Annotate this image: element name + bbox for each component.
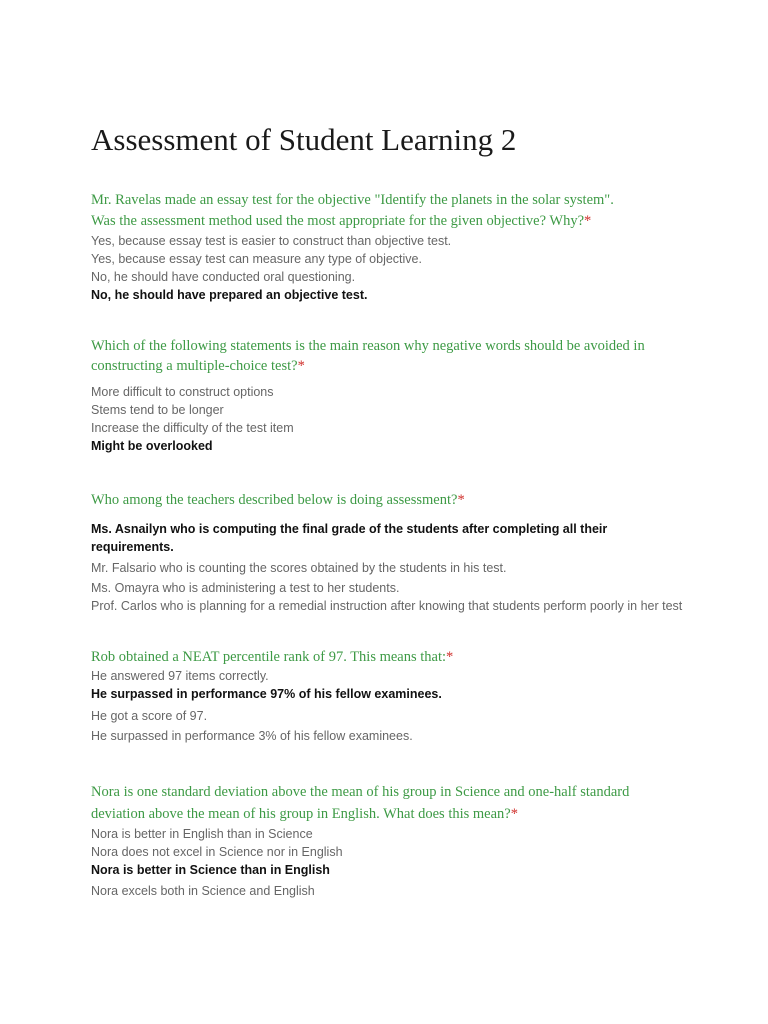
question-3 [91, 490, 691, 615]
question-line: Nora is one standard deviation above the mean of his group in Science and one-half standard [91, 784, 630, 800]
question-text [91, 190, 691, 232]
question-line: Who among the teachers described below is doing assessment? [91, 492, 458, 508]
question-5 [91, 781, 691, 900]
answer-option: Yes, because essay test is easier to construct than objective test. [91, 234, 452, 248]
answer-option: He surpassed in performance 3% of his fellow examinees. [91, 729, 413, 743]
answer-option: Nora is better in English than in Science [91, 827, 313, 841]
answer-option: More difficult to construct options [91, 385, 274, 399]
question-line: Which of the following statements is the main reason why negative words should be avoided in [91, 338, 645, 354]
answer-option: Stems tend to be longer [91, 403, 224, 417]
answer-options [91, 232, 691, 304]
correct-answer-option: No, he should have prepared an objective test. [91, 288, 368, 302]
required-asterisk: * [446, 649, 454, 665]
answer-option: He got a score of 97. [91, 709, 208, 723]
answer-option: Prof. Carlos who is planning for a remedial instruction after knowing that students perform poorly in her test [91, 599, 683, 613]
correct-answer-option: He surpassed in performance 97% of his fellow examinees. [91, 687, 442, 701]
question-line: Rob obtained a NEAT percentile rank of 97. This means that: [91, 649, 447, 665]
required-asterisk: * [297, 358, 305, 374]
answer-options [91, 825, 691, 900]
correct-answer-option: Might be overlooked [91, 439, 213, 453]
required-asterisk: * [457, 492, 465, 508]
answer-options [91, 667, 691, 745]
answer-options [91, 520, 691, 615]
question-text [91, 490, 691, 511]
answer-option: Ms. Omayra who is administering a test to her students. [91, 581, 400, 595]
answer-option: Mr. Falsario who is counting the scores obtained by the students in his test. [91, 561, 507, 575]
answer-option: Nora excels both in Science and English [91, 884, 315, 898]
question-line: constructing a multiple-choice test? [91, 358, 298, 374]
question-4 [91, 647, 691, 745]
required-asterisk: * [584, 213, 592, 229]
answer-option: No, he should have conducted oral questioning. [91, 270, 356, 284]
answer-options [91, 383, 691, 455]
answer-option: He answered 97 items correctly. [91, 669, 269, 683]
correct-answer-option: Ms. Asnailyn who is computing the final grade of the students after completing all their requirements. [91, 522, 608, 554]
document-title: Assessment of Student Learning 2 [91, 122, 517, 157]
question-text [91, 336, 691, 376]
question-1 [91, 190, 691, 304]
question-2 [91, 336, 691, 455]
answer-option: Yes, because essay test can measure any type of objective. [91, 252, 422, 266]
question-text [91, 781, 691, 825]
question-text [91, 647, 691, 667]
question-line: deviation above the mean of his group in English. What does this mean? [91, 806, 511, 822]
question-line: Mr. Ravelas made an essay test for the objective "Identify the planets in the solar system". [91, 192, 614, 208]
question-line: Was the assessment method used the most appropriate for the given objective? Why? [91, 213, 585, 229]
required-asterisk: * [510, 806, 518, 822]
correct-answer-option: Nora is better in Science than in English [91, 863, 330, 877]
answer-option: Nora does not excel in Science nor in English [91, 845, 343, 859]
answer-option: Increase the difficulty of the test item [91, 421, 294, 435]
